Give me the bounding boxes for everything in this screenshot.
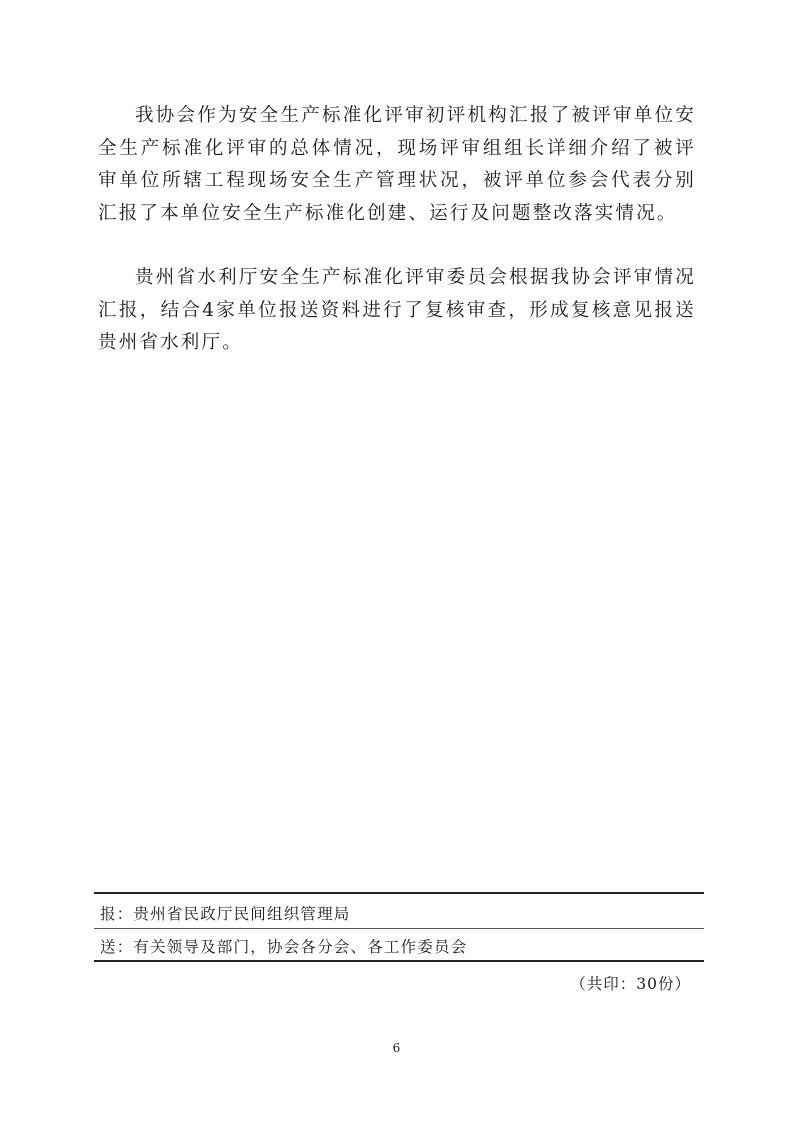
distribution-bottom-rule bbox=[94, 960, 704, 962]
print-count: （共印：30份） bbox=[570, 975, 691, 993]
distribution-top-rule bbox=[94, 892, 704, 894]
body-paragraph-2: 贵州省水利厅安全生产标准化评审委员会根据我协会评审情况汇报，结合4家单位报送资料进行了复核审查，形成复核意见报送贵州省水利厅。 bbox=[98, 267, 696, 353]
body-paragraph-1: 我协会作为安全生产标准化评审初评机构汇报了被评审单位安全生产标准化评审的总体情况，现场评审组组长详细介绍了被评审单位所辖工程现场安全生产管理状况，被评单位参会代表分别汇报了本单位安全生产标准化创建、运行及问题整改落实情况。 bbox=[98, 105, 696, 224]
report-to-line: 报：贵州省民政厅民间组织管理局 bbox=[100, 905, 351, 923]
distribution-middle-rule bbox=[94, 928, 704, 929]
copy-to-line: 送：有关领导及部门，协会各分会、各工作委员会 bbox=[100, 938, 468, 956]
page-number: 6 bbox=[392, 1041, 401, 1055]
